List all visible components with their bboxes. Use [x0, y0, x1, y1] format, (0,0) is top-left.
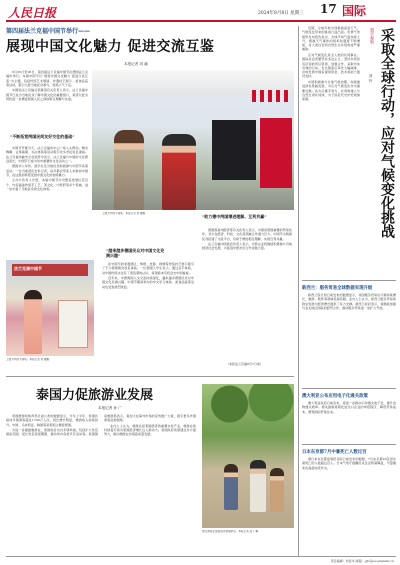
brief-1-text: 新西兰统计局日前发布的数据显示，该国服务贸易出口额持续增长，旅游、教育等领域表现亮眼。业内人士认为，新西兰服务贸易的稳步发展为经济增长提供了有力支撑。新西兰政府表示，将继续加强与亚太地区国家的经贸合作，推动服务贸易进一步扩大开放。: [302, 293, 396, 310]
brief-2-title: 澳大利亚公布应用电子化通关政策: [302, 394, 368, 399]
brief-1-title: 新西兰：服务贸易全球数据实现升级: [302, 286, 373, 291]
brief-2-text: 澳大利亚政府日前宣布，将进一步推动口岸通关电子化，提升货物通关效率。相关措施将简化进出口企业的申报程序，降低贸易成本，便利国际贸易往来。: [302, 401, 396, 414]
issue-date: 2024年8月8日 星期三: [258, 11, 304, 16]
feature-subhead-3: “助力德中两国增进理解、互利共赢”: [202, 214, 267, 219]
sidebar-label: 寰宇观察: [370, 28, 375, 44]
tourism-photo: [202, 384, 294, 528]
feature-dateline: （本报法兰克福8月7日电）: [226, 362, 263, 366]
festival-main-photo: [92, 70, 294, 210]
news-brief-2: [302, 388, 396, 440]
brief-3-title: 日本东京都7月中暑死亡人数过百: [302, 450, 367, 455]
sidebar-headline: 采取全球行动，应对气候变化挑战: [379, 28, 395, 238]
section-name: 国际: [342, 4, 367, 18]
display-stand: [58, 300, 88, 348]
tourist-figure-1: [224, 464, 238, 510]
feature-byline: 本报记者 刘 融: [124, 62, 148, 66]
feature-article: [6, 26, 294, 372]
bottom-divider: [6, 376, 294, 377]
news-brief-1: [302, 280, 396, 384]
page-footer: [6, 556, 396, 564]
feature-lead-text: 6月25日至26日，第四届法兰克福中国节在德国法兰克福市举行。本届中国节以“展现中国文化魅力 促进交流互鉴”为主题，包括传统艺术展演、非遗技艺展示、美食品鉴等活动，吸引大批当地民众参与，现场人气十足。 中国驻法兰克福总领事馆有关负责人表示，法兰克福中国节已成为当地民众了解中国文化的重要窗口，希望以此为契机进一步增进两国人民之间的相互理解与友谊。: [6, 70, 88, 101]
woman-right: [162, 134, 196, 210]
left-photo-caption: 上图为中国节现场。本报记者 刘 融摄: [6, 358, 50, 361]
bottom-byline: 本报记者 孙 广: [98, 406, 122, 410]
feature-subhead-2: “越来越多德国民众对中国文化充满兴趣”: [106, 248, 165, 258]
feature-right-text: 德国黑森州经济部有关负责人表示，中国是德国重要的贸易伙伴，双方在经济、科技、文化等领域合作潜力巨大。中国节为两国民众搭建了交流平台，有助于增进相互理解、实现互利共赢。 法兰克福中国商会负责人表示，中资企业将继续积极参与当地经济社会发展，为促进中德友好合作贡献力量。: [202, 228, 292, 251]
woman-in-qipao: [24, 290, 42, 354]
feature-middle-text: 在中国节的非遗展区，剪纸、皮影、刺绣等传统技艺展示吸引了不少德国观众驻足体验。一位德国大学生表示，通过亲手体验，对中国传统文化有了更直观的认识，希望将来有机会去中国看看。 近年来，中德两国人文交流持续深化，越来越多德国民众对中国文化充满兴趣。中国节期间举办的中文学习体验、美食品鉴等活动也受到热烈欢迎。: [102, 262, 194, 289]
tourist-figure-2: [250, 460, 266, 512]
feature-headline: 展现中国文化魅力 促进交流互鉴: [6, 39, 215, 55]
festival-stall-photo: [6, 260, 94, 356]
news-brief-3: [302, 444, 396, 552]
feature-body-text: 中国节开幕当天，法兰克福市中心广场人头攒动。舞龙舞狮、古筝演奏、书法体验等活动吸引众多市民驻足观看。法兰克福市副市长在致辞中表示，法兰克福与中国的交往源远流长，中国节已成为该市重要的文化活动之一。 德国华人华侨、留学生及当地民众积极参与中国节各项活动。一位当地居民告诉记者，每年都会带家人来参加中国节，在这里能够感受到中国文化的独特魅力。 主办方负责人介绍，本届中国节共设置各类展位近百个，内容涵盖传统手工艺、茶文化、中医药等多个领域，进一步丰富了当地民众的文化体验。: [6, 146, 88, 192]
feature-kicker: 第四届法兰克福中国节举行——: [6, 28, 91, 35]
brief-3-text: 据日本东京都监察医务院日前发布的数据，7月东京都23区因中暑死亡的人数超过百人。日本气象厅提醒民众注意防暑降温，尽量避免在高温时段外出。: [302, 457, 396, 470]
column-divider: [298, 26, 299, 556]
woman-left: [114, 130, 144, 210]
feature-subhead-1: “不断拓宽两国民间友好交往的基础”: [10, 134, 75, 139]
booth-sign: 法兰克福中国节: [14, 266, 42, 271]
footer-credit: 责任编辑：刘佳华 邮箱：gjb@peopledaily.cn: [330, 558, 394, 563]
sidebar-column: [302, 26, 396, 276]
page-number: 17: [320, 2, 337, 16]
sidebar-byline: 刘 玲: [369, 74, 373, 83]
bottom-headline: 泰国力促旅游业发展: [36, 388, 154, 403]
dark-display-panel: [212, 120, 256, 180]
masthead-rule: [6, 20, 396, 22]
sidebar-text: 近期，全球多地出现极端高温天气，气候变化带来的挑战日益凸显。世界气象组织发布报告指出，全球平均气温持续上升，极端天气事件的频率和强度不断增加，对人类社会和自然生态系统构成严重威胁。 应对气候变化是全人类的共同事业。国际社会需要坚持多边主义，坚持共同但有区别的责任原则，加强合作，采取切实有效的行动。发达国家应率先大幅减排，并向发展中国家提供资金、技术和能力建设支持。 中国积极参与全球气候治理，持续推进绿色低碳发展，为应对气候变化作出重要贡献。各方应携手努力，共同构建人与自然生命共同体，为子孙后代守护好地球家园。: [302, 26, 360, 102]
bottom-article: [6, 380, 294, 552]
tree-canopy: [202, 384, 294, 434]
red-lanterns: [252, 90, 292, 102]
bottom-text: 泰国旅游和体育部日前公布的数据显示，今年上半年，泰国共接待外国游客超过1700万人次，同比增长明显，旅游收入持续回升。中国、马来西亚、韩国等是泰国主要客源国。 为进一步提振旅游业，泰国政府出台多项举措，包括扩大免签国家范围、延长免签停留期限、推动举办各类节庆活动等。泰国国家旅游局表示，将加大在海外市场的宣传推广力度，吸引更多外国游客赴泰旅游。 业内人士认为，旅游业是泰国经济的重要支柱产业，旅游业的持续复苏将为泰国经济增长注入新动力。泰国政府希望通过多方面努力，推动旅游业实现高质量发展。: [6, 414, 196, 437]
tourist-figure-3: [270, 468, 284, 512]
red-display-panel: [260, 118, 292, 188]
masthead: [0, 0, 400, 22]
newspaper-logo: 人民日报: [8, 6, 57, 20]
main-photo-caption: 上图为中国节现场。本报记者 刘 融摄: [102, 212, 146, 215]
tourism-photo-caption: 图为游客在泰国清迈参观游览。本报记者 孙 广摄: [202, 530, 259, 533]
